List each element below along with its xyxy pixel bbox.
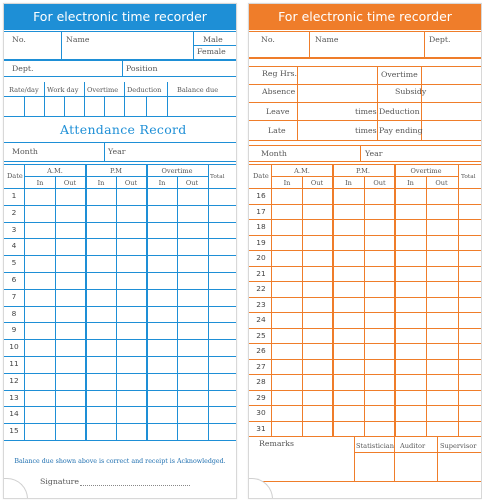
total-label: Total [210,174,225,180]
ot-in-label: In [158,179,166,187]
date-label: Date [7,172,23,180]
female-label: Female [197,47,226,56]
dept-label: Dept. [429,35,451,44]
leave-times-label: times [355,107,377,116]
am-in-label: In [283,179,291,187]
absence-label: Absence [262,87,296,96]
day-row-line [249,266,481,267]
day-row-number: 10 [9,342,19,352]
day-row-number: 9 [11,325,17,335]
pm-label: P.M [110,167,122,175]
supervisor-label: Supervisor [440,442,477,450]
ot-out-label: Out [185,179,199,187]
overtime-header: Overtime [410,167,442,175]
day-row-number: 19 [256,237,266,247]
remarks-label: Remarks [259,439,294,448]
am-label: A.M. [294,167,310,175]
day-row-number: 24 [256,315,266,324]
year-label: Year [108,147,126,156]
name-label: Name [315,35,339,44]
card-banner: For electronic time recorder [249,4,481,30]
overtime-summary-label: Overtime [381,70,418,79]
rate-day-label: Rate/day [9,86,39,94]
signature-label: Signature [40,477,79,486]
day-row-number: 20 [256,253,266,262]
day-row-number: 2 [11,207,17,217]
day-row-line [4,356,236,357]
day-row-number: 1 [11,191,17,200]
day-row-line [249,219,481,220]
overtime-header: Overtime [161,167,193,175]
position-label: Position [126,64,158,73]
day-row-line [4,255,236,256]
day-row-number: 12 [9,375,19,385]
day-row-number: 27 [256,361,266,371]
day-row-line [249,343,481,344]
pm-label: P.M. [355,167,371,175]
leave-label: Leave [266,107,290,116]
ot-in-label: In [407,179,414,187]
pay-ending-label: Pay ending [379,126,423,135]
day-row-number: 14 [9,409,19,419]
card-banner: For electronic time recorder [4,4,236,30]
day-row-line [249,312,481,313]
deduction-label: Deduction [127,86,162,94]
am-out-label: Out [310,179,324,187]
day-row-number: 21 [256,268,266,278]
day-row-line [4,423,236,424]
day-row-line [249,374,481,375]
auditor-label: Auditor [400,442,426,450]
am-out-label: Out [63,179,77,187]
day-row-line [4,222,236,223]
no-label: No. [12,35,26,44]
day-row-line [249,390,481,391]
day-row-number: 16 [256,191,266,200]
day-row-number: 29 [256,392,266,402]
day-row-number: 30 [256,408,266,417]
time-card-back [248,3,482,499]
day-row-number: 25 [256,330,266,340]
day-row-line [249,405,481,406]
day-row-number: 13 [9,392,19,402]
day-row-number: 8 [11,308,17,318]
year-label: Year [365,149,383,158]
day-row-line [249,281,481,282]
day-row-number: 18 [256,222,266,231]
day-row-number: 22 [256,284,266,293]
day-row-number: 7 [11,291,17,301]
day-row-line [249,235,481,236]
day-row-line [249,297,481,298]
day-row-line [4,390,236,391]
day-row-number: 15 [9,426,19,436]
month-label: Month [261,149,287,158]
reg-hrs-label: Reg Hrs. [262,69,297,78]
attendance-record-title: Attendance Record [60,122,187,137]
day-row-line [4,205,236,206]
late-times-label: times [355,126,377,135]
day-row-number: 31 [256,423,266,433]
day-row-line [249,421,481,422]
ot-out-label: Out [435,179,448,187]
total-label: Total [461,174,476,180]
statistician-label: Statistician [356,442,394,450]
name-label: Name [66,35,90,44]
day-row-line [249,204,481,205]
work-day-label: Work day [47,86,79,94]
balance-due-label: Balance due [177,86,219,94]
day-row-number: 5 [11,258,17,268]
dept-label: Dept. [12,64,34,73]
no-label: No. [261,35,275,44]
deduction-label: Deduction [379,107,420,116]
day-row-line [249,328,481,329]
day-row-number: 6 [11,275,17,284]
overtime-label: Overtime [87,86,119,94]
day-row-number: 11 [9,359,19,368]
day-row-line [4,373,236,374]
pm-out-label: Out [373,179,386,187]
day-row-line [4,289,236,290]
male-label: Male [203,35,223,44]
subsidy-label: Subsidy [395,87,427,96]
day-row-number: 26 [256,346,266,355]
pm-in-label: In [345,179,352,187]
pm-out-label: Out [124,179,138,187]
day-row-number: 23 [256,299,266,309]
day-row-line [4,339,236,340]
am-label: A.M. [47,167,63,175]
day-row-line [4,322,236,323]
late-label: Late [268,126,286,135]
signature-line [80,485,190,486]
pm-in-label: In [97,179,105,187]
day-row-line [4,406,236,407]
day-row-line [249,250,481,251]
day-row-number: 28 [256,377,266,386]
month-label: Month [12,147,38,156]
balance-acknowledgement: Balance due shown above is correct and receipt is Acknowledged. [14,458,226,465]
card-notch [3,478,28,499]
day-row-number: 17 [256,206,266,216]
day-row-line [4,306,236,307]
day-row-line [249,359,481,360]
day-row-number: 3 [11,224,17,234]
time-card-front [3,3,237,499]
day-row-line [4,272,236,273]
day-row-line [4,238,236,239]
date-label: Date [253,172,269,180]
day-row-number: 4 [11,241,17,251]
am-in-label: In [36,179,44,187]
